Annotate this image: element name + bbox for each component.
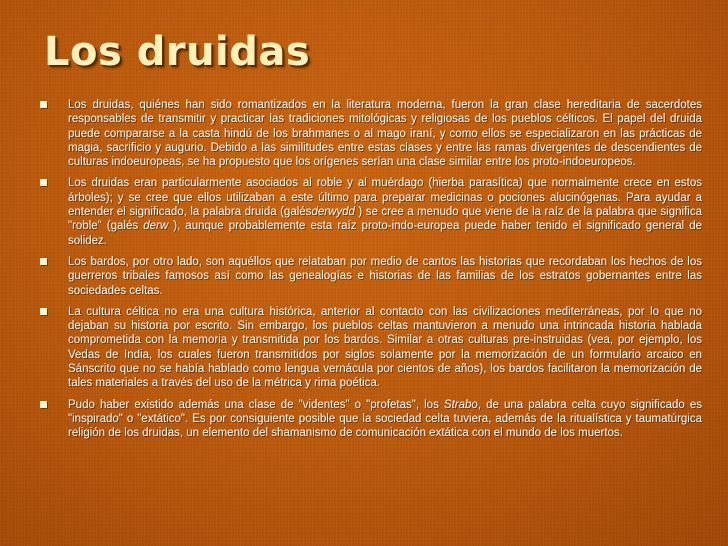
bullet-text-part: , de una palabra celta cuyo significado es "inspirado" o "extático". Es por consiguiente posible que la sociedad celta tuviera, además de la ritualística y taumatúrgica religión de los druidas, un elemento del shamanismo de comunicación extática con el mundo de los muertos. bbox=[68, 398, 702, 440]
slide-title: Los druidas bbox=[44, 29, 311, 75]
bullet-text-part: Los druidas eran particularmente asociados al roble y al muérdago (hierba parasítica) que normalmente crece en estos árboles); y se cree que ellos utilizaban a este último para preparar medicinas o pociones alucinógenas. Para ayudar a entender el significado, la palabra druida (galés bbox=[68, 177, 702, 219]
bullet-text bbox=[68, 98, 702, 169]
bullet-text bbox=[68, 176, 702, 247]
bullet-text-part: La cultura céltica no era una cultura histórica, anterior al contacto con las civilizaciones mediterráneas, por lo que no dejaban su historia por escrito. Sin embargo, los pueblos celtas mantuvieron a menudo una intrincada historia hablada comprometida con la memoria y transmitida por los bardos. Similar a otras culturas pre-instruidas (vea, por ejemplo, los Vedas de India, los cuales fueron transmitidos por siglos solamente por la memorización de un formulario arcaico en Sánscrito que no se había hablado como lengua vernácula por cientos de años), los bardos facilitaron la memorización de tales materiales a través del uso de la métrica y rima poética. bbox=[68, 305, 702, 390]
bullet-text-part: Los bardos, por otro lado, son aquéllos que relataban por medio de cantos las historias que recordaban los hechos de los guerreros tribales famosos así como las genealogías e historias de las familias de los estratos gobernantes entre las sociedades celtas. bbox=[68, 255, 702, 297]
bullet-item bbox=[40, 98, 702, 169]
bullet-text-part: Pudo haber existido además una clase de "videntes" o "profetas", los bbox=[68, 398, 444, 411]
bullet-text bbox=[68, 305, 702, 391]
bullet-text bbox=[68, 398, 702, 441]
bullet-list bbox=[40, 98, 702, 448]
bullet-text-part: ) se cree a menudo que viene de la raíz de la palabra que significa "roble" (galés bbox=[68, 206, 702, 233]
bullet-text-part: ), aunque probablemente esta raíz proto-indo-europea puede haber tenido el significado general de solidez. bbox=[68, 220, 702, 247]
bullet-item bbox=[40, 176, 702, 247]
bullet-text-italic: derwydd bbox=[311, 206, 355, 219]
bullet-item bbox=[40, 255, 702, 298]
bullet-text-italic: Strabo bbox=[443, 398, 478, 411]
bullet-item bbox=[40, 305, 702, 391]
square-bullet-icon bbox=[40, 308, 47, 315]
square-bullet-icon bbox=[40, 101, 47, 108]
square-bullet-icon bbox=[40, 258, 47, 265]
square-bullet-icon bbox=[40, 401, 47, 408]
bullet-text bbox=[68, 255, 702, 298]
square-bullet-icon bbox=[40, 179, 47, 186]
bullet-item bbox=[40, 398, 702, 441]
bullet-text-part: Los druidas, quiénes han sido romantizados en la literatura moderna, fueron la gran clase hereditaria de sacerdotes responsables de transmitir y practicar las tradiciones mitológicas y religiosas de los pueblos célticos. El papel del druida puede compararse a la casta hindú de los brahmanes o al mago iraní, y como ellos se especializaron en las prácticas de magia, sacrificio y augurio. Debido a las similitudes entre estas clases y entre las ramas divergentes de descendientes de culturas indoeuropeas, se ha propuesto que los orígenes serían una clase similar entre los proto-indoeuropeos. bbox=[68, 99, 702, 169]
bullet-text-italic: derw bbox=[143, 220, 169, 233]
